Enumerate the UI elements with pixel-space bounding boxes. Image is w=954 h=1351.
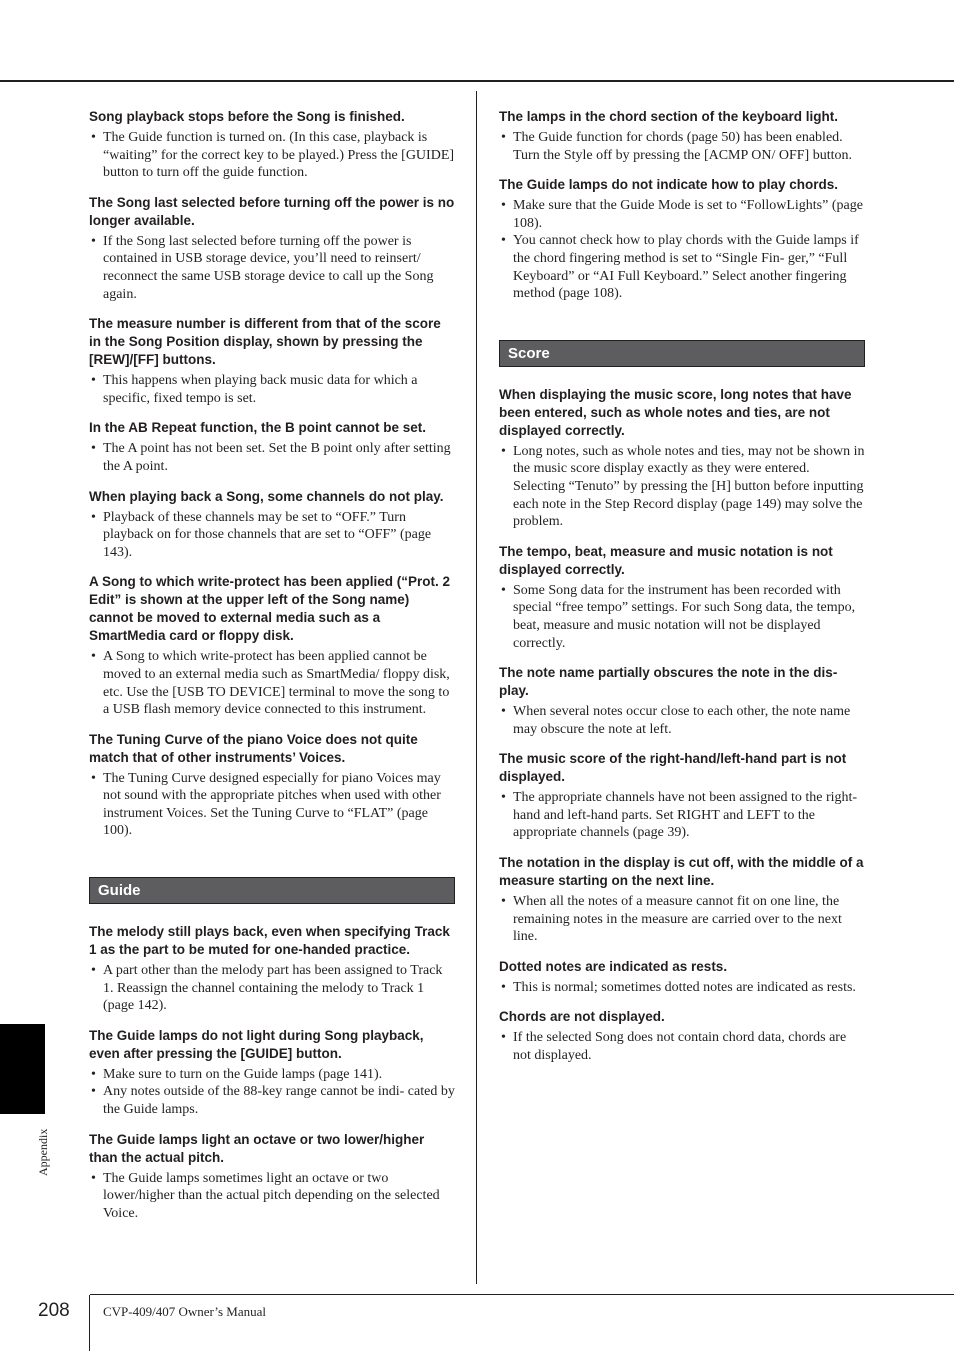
question-heading: The melody still plays back, even when specifying Track 1 as the part to be muted for one-handed practice. bbox=[89, 924, 450, 958]
question-heading: The Tuning Curve of the piano Voice does not quite match that of other instruments’ Voices. bbox=[89, 731, 418, 765]
answer-list bbox=[89, 962, 455, 1015]
question-heading: The measure number is different from that of the score in the Song Position display, shown by pressing the [REW]/[FF] buttons. bbox=[89, 316, 441, 368]
left-items bbox=[89, 108, 455, 840]
answer-list bbox=[499, 1029, 865, 1064]
question-heading: The tempo, beat, measure and music notation is not displayed correctly. bbox=[499, 543, 833, 577]
question-heading: In the AB Repeat function, the B point cannot be set. bbox=[89, 420, 427, 436]
answer-list bbox=[499, 893, 865, 946]
answer-item: • Make sure that the Guide Mode is set to “FollowLights” (page 108). bbox=[499, 197, 865, 232]
appendix-tab bbox=[0, 1024, 45, 1114]
answer-list bbox=[89, 440, 455, 475]
answer-list bbox=[89, 1170, 455, 1223]
answer-list bbox=[499, 443, 865, 531]
page-number: 208 bbox=[38, 1300, 70, 1321]
answer-item: • If the selected Song does not contain chord data, chords are not displayed. bbox=[499, 1029, 865, 1064]
answer-list bbox=[499, 789, 865, 842]
answer-list bbox=[499, 703, 865, 738]
section-header-guide: Guide bbox=[89, 877, 455, 904]
answer-item: • If the Song last selected before turning off the power is contained in USB storage device, you’ll need to reinsert/ reconnect the same USB storage device to call up the Song again. bbox=[89, 233, 455, 303]
answer-item: • Long notes, such as whole notes and ties, may not be shown in the music score display exactly as they were entered. Selecting “Tenuto” by pressing the [H] button before inputting each note in the Step Record display (page 149) may solve the problem. bbox=[499, 443, 865, 531]
footer-rule bbox=[90, 1294, 954, 1295]
header-rule bbox=[0, 80, 954, 82]
answer-list bbox=[499, 582, 865, 652]
answer-item: • The appropriate channels have not been assigned to the right-hand and left-hand parts. Set RIGHT and LEFT to the appropriate channels (page 39). bbox=[499, 789, 865, 842]
answer-item: • The Tuning Curve designed especially for piano Voices may not sound with the appropriate pitches when used with other instrument Voices. Set the Tuning Curve to “FLAT” (page 100). bbox=[89, 770, 455, 840]
answer-list bbox=[499, 197, 865, 303]
answer-item: • A Song to which write-protect has been applied cannot be moved to an external media such as SmartMedia/ floppy disk, etc. Use the [USB TO DEVICE] terminal to move the song to a USB flash memory device connected to this instrument. bbox=[89, 648, 455, 718]
left-column bbox=[89, 108, 455, 1234]
answer-item: • The Guide function for chords (page 50) has been enabled. Turn the Style off by pressing the [ACMP ON/ OFF] button. bbox=[499, 129, 865, 164]
question-heading: Chords are not displayed. bbox=[499, 1009, 665, 1025]
question-heading: The Guide lamps light an octave or two lower/higher than the actual pitch. bbox=[89, 1131, 425, 1165]
footer-divider bbox=[89, 1295, 90, 1351]
answer-item: • The Guide lamps sometimes light an octave or two lower/higher than the actual pitch depending on the selected Voice. bbox=[89, 1170, 455, 1223]
answer-item: • The Guide function is turned on. (In this case, playback is “waiting” for the correct key to be played.) Press the [GUIDE] button to turn off the guide function. bbox=[89, 129, 455, 182]
answer-item: • Playback of these channels may be set to “OFF.” Turn playback on for those channels that are set to “OFF” (page 143). bbox=[89, 509, 455, 562]
answer-item: • Any notes outside of the 88-key range cannot be indi- cated by the Guide lamps. bbox=[89, 1083, 455, 1118]
question-heading: The notation in the display is cut off, with the middle of a measure starting on the next line. bbox=[499, 855, 864, 889]
question-heading: The Song last selected before turning off the power is no longer available. bbox=[89, 194, 455, 228]
answer-item: • When all the notes of a measure cannot fit on one line, the remaining notes in the measure are carried over to the next line. bbox=[499, 893, 865, 946]
column-divider bbox=[476, 91, 477, 1284]
answer-list bbox=[89, 770, 455, 840]
appendix-label: Appendix bbox=[36, 1128, 50, 1176]
answer-list bbox=[89, 233, 455, 303]
question-heading: A Song to which write-protect has been applied (“Prot. 2 Edit” is shown at the upper left of the Song name) cannot be moved to external media such as a SmartMedia card or floppy disk. bbox=[89, 574, 451, 644]
question-heading: Dotted notes are indicated as rests. bbox=[499, 958, 728, 974]
question-heading: The Guide lamps do not light during Song playback, even after pressing the [GUIDE] button. bbox=[89, 1027, 424, 1061]
answer-item: • A part other than the melody part has been assigned to Track 1. Reassign the channel containing the melody to Track 1 (page 142). bbox=[89, 962, 455, 1015]
answer-list bbox=[89, 648, 455, 718]
answer-item: • Make sure to turn on the Guide lamps (page 141). bbox=[89, 1066, 455, 1084]
question-heading: The music score of the right-hand/left-hand part is not displayed. bbox=[499, 751, 847, 785]
answer-list bbox=[89, 1066, 455, 1119]
question-heading: When playing back a Song, some channels do not play. bbox=[89, 488, 444, 504]
right-column bbox=[499, 108, 865, 1077]
score-items bbox=[499, 386, 865, 1065]
answer-list bbox=[89, 372, 455, 407]
answer-item: • The A point has not been set. Set the B point only after setting the A point. bbox=[89, 440, 455, 475]
manual-title: CVP-409/407 Owner’s Manual bbox=[103, 1304, 266, 1319]
question-heading: The Guide lamps do not indicate how to play chords. bbox=[499, 177, 839, 193]
answer-list bbox=[89, 129, 455, 182]
right-items bbox=[499, 108, 865, 303]
section-header-score: Score bbox=[499, 340, 865, 367]
answer-item: • This is normal; sometimes dotted notes are indicated as rests. bbox=[499, 979, 865, 997]
answer-list bbox=[499, 979, 865, 997]
answer-item: • Some Song data for the instrument has been recorded with special “free tempo” settings. For such Song data, the tempo, beat, measure and music notation will not be displayed correctly. bbox=[499, 582, 865, 652]
answer-item: • This happens when playing back music data for which a specific, fixed tempo is set. bbox=[89, 372, 455, 407]
guide-items bbox=[89, 923, 455, 1222]
answer-list bbox=[499, 129, 865, 164]
answer-item: • You cannot check how to play chords with the Guide lamps if the chord fingering method is set to “Single Fin- ger,” “Full Keyboard” or “AI Full Keyboard.” Select another fingering method (page 108). bbox=[499, 232, 865, 302]
question-heading: The lamps in the chord section of the keyboard light. bbox=[499, 109, 839, 124]
question-heading: The note name partially obscures the note in the dis- play. bbox=[499, 665, 838, 699]
answer-list bbox=[89, 509, 455, 562]
question-heading: When displaying the music score, long notes that have been entered, such as whole notes and ties, are not displayed correctly. bbox=[499, 386, 852, 438]
answer-item: • When several notes occur close to each other, the note name may obscure the note at left. bbox=[499, 703, 865, 738]
question-heading: Song playback stops before the Song is finished. bbox=[89, 109, 405, 124]
